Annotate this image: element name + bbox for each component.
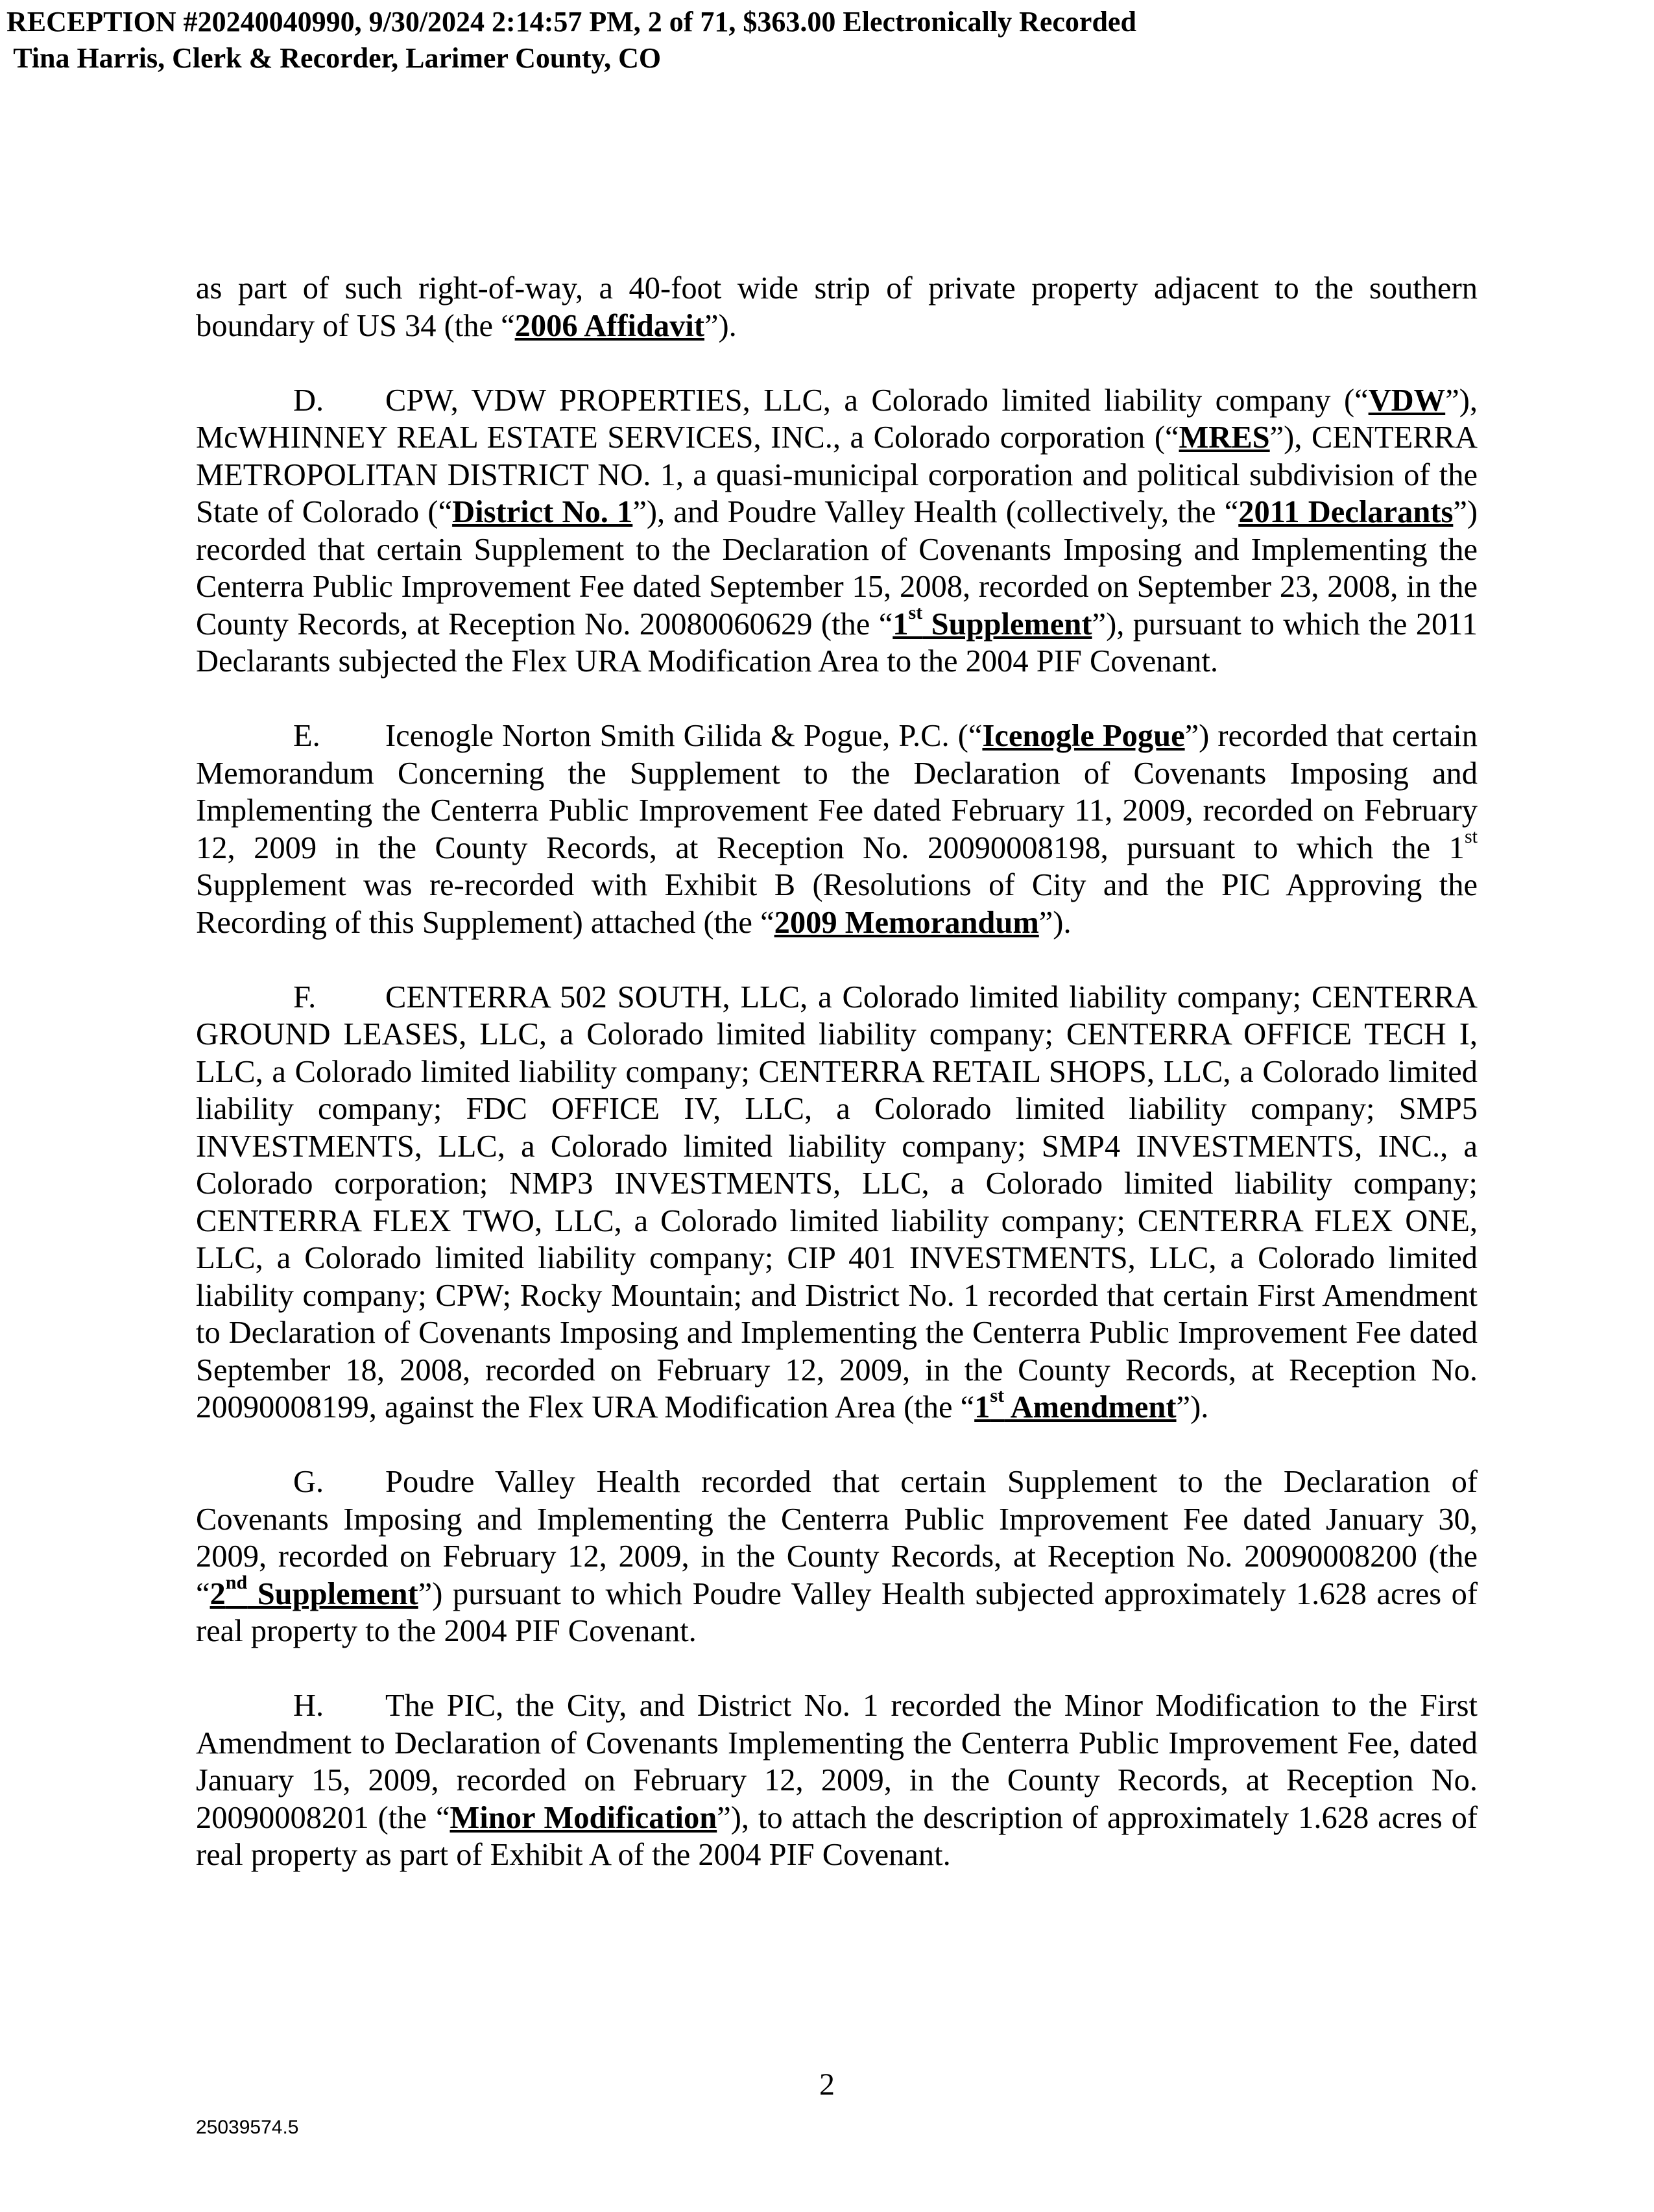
defined-term: 2011 Declarants — [1238, 495, 1454, 529]
document-body — [196, 270, 1478, 1911]
defined-term: Icenogle Pogue — [982, 719, 1185, 753]
defined-term: District No. 1 — [452, 495, 633, 529]
recording-stamp-line-1: RECEPTION #20240040990, 9/30/2024 2:14:57 PM, 2 of 71, $363.00 Electronically Recorded — [6, 6, 1136, 38]
defined-term: 1st Amendment — [974, 1384, 1177, 1425]
defined-term: 2nd Supplement — [210, 1570, 418, 1611]
defined-term: 1st Supplement — [893, 601, 1092, 642]
recital-h: H. The PIC, the City, and District No. 1 recorded the Minor Modification to the First Amendment to Declaration of Covenants Implementing the Centerra Public Improvement Fee, dated January 15, 2009, recorded on February 12, 2009, in the County Records, at Reception No. 20090008201 (the “Minor Modification”), to attach the description of approximately 1.628 acres of real property as part of Exhibit A of the 2004 PIF Covenant. — [196, 1689, 1478, 1872]
recording-stamp — [6, 4, 1136, 77]
recital-label: E. — [293, 719, 320, 753]
defined-term: MRES — [1179, 420, 1270, 455]
recital-d: D. CPW, VDW PROPERTIES, LLC, a Colorado limited liability company (“VDW”), McWHINNEY REAL ESTATE SERVICES, INC., a Colorado corporation (“MRES”), CENTERRA METROPOLITAN DISTRICT NO. 1, a quasi-municipal corporation and political subdivision of the State of Colorado (“District No. 1”), and Poudre Valley Health (collectively, the “2011 Declarants”) recorded that certain Supplement to the Declaration of Covenants Imposing and Implementing the Centerra Public Improvement Fee dated September 15, 2008, recorded on September 23, 2008, in the County Records, at Reception No. 20080060629 (the “1st Supplement”), pursuant to which the 2011 Declarants subjected the Flex URA Modification Area to the 2004 PIF Covenant. — [196, 383, 1478, 679]
recital-label: D. — [293, 383, 324, 418]
recital-e: E. Icenogle Norton Smith Gilida & Pogue, P.C. (“Icenogle Pogue”) recorded that certain Memorandum Concerning the Supplement to the Declaration of Covenants Imposing and Implementing the Centerra Public Improvement Fee dated February 11, 2009, recorded on February 12, 2009 in the County Records, at Reception No. 20090008198, pursuant to which the 1st Supplement was re-recorded with Exhibit B (Resolutions of City and the PIC Approving the Recording of this Supplement) attached (the “2009 Memorandum”). — [196, 719, 1478, 940]
recital-label: H. — [293, 1689, 324, 1723]
page-number: 2 — [819, 2067, 835, 2102]
defined-term: VDW — [1368, 383, 1446, 418]
defined-term: 2006 Affidavit — [514, 308, 704, 343]
paragraph-continuation: as part of such right-of-way, a 40-foot wide strip of private property adjacent to the southern boundary of US 34 (the “2006 Affidavit”). — [196, 271, 1478, 343]
recording-stamp-line-2: Tina Harris, Clerk & Recorder, Larimer County, CO — [6, 42, 662, 74]
document-id: 25039574.5 — [196, 2117, 299, 2138]
recital-f: F. CENTERRA 502 SOUTH, LLC, a Colorado limited liability company; CENTERRA GROUND LEASES, LLC, a Colorado limited liability company; CENTERRA OFFICE TECH I, LLC, a Colorado limited liability company; CENTERRA RETAIL SHOPS, LLC, a Colorado limited liability company; FDC OFFICE IV, LLC, a Colorado limited liability company; SMP5 INVESTMENTS, LLC, a Colorado limited liability company; SMP4 INVESTMENTS, INC., a Colorado corporation; NMP3 INVESTMENTS, LLC, a Colorado limited liability company; CENTERRA FLEX TWO, LLC, a Colorado limited liability company; CENTERRA FLEX ONE, LLC, a Colorado limited liability company; CIP 401 INVESTMENTS, LLC, a Colorado limited liability company; CPW; Rocky Mountain; and District No. 1 recorded that certain First Amendment to Declaration of Covenants Imposing and Implementing the Centerra Public Improvement Fee dated September 18, 2008, recorded on February 12, 2009, in the County Records, at Reception No. 20090008199, against the Flex URA Modification Area (the “1st Amendment”). — [196, 980, 1478, 1425]
recital-g: G. Poudre Valley Health recorded that certain Supplement to the Declaration of Covenants Imposing and Implementing the Centerra Public Improvement Fee dated January 30, 2009, recorded on February 12, 2009, in the County Records, at Reception No. 20090008200 (the “2nd Supplement”) pursuant to which Poudre Valley Health subjected approximately 1.628 acres of real property to the 2004 PIF Covenant. — [196, 1465, 1478, 1648]
recital-label: G. — [293, 1465, 324, 1499]
defined-term: 2009 Memorandum — [774, 905, 1039, 940]
recital-label: F. — [293, 980, 317, 1015]
defined-term: Minor Modification — [449, 1800, 717, 1835]
